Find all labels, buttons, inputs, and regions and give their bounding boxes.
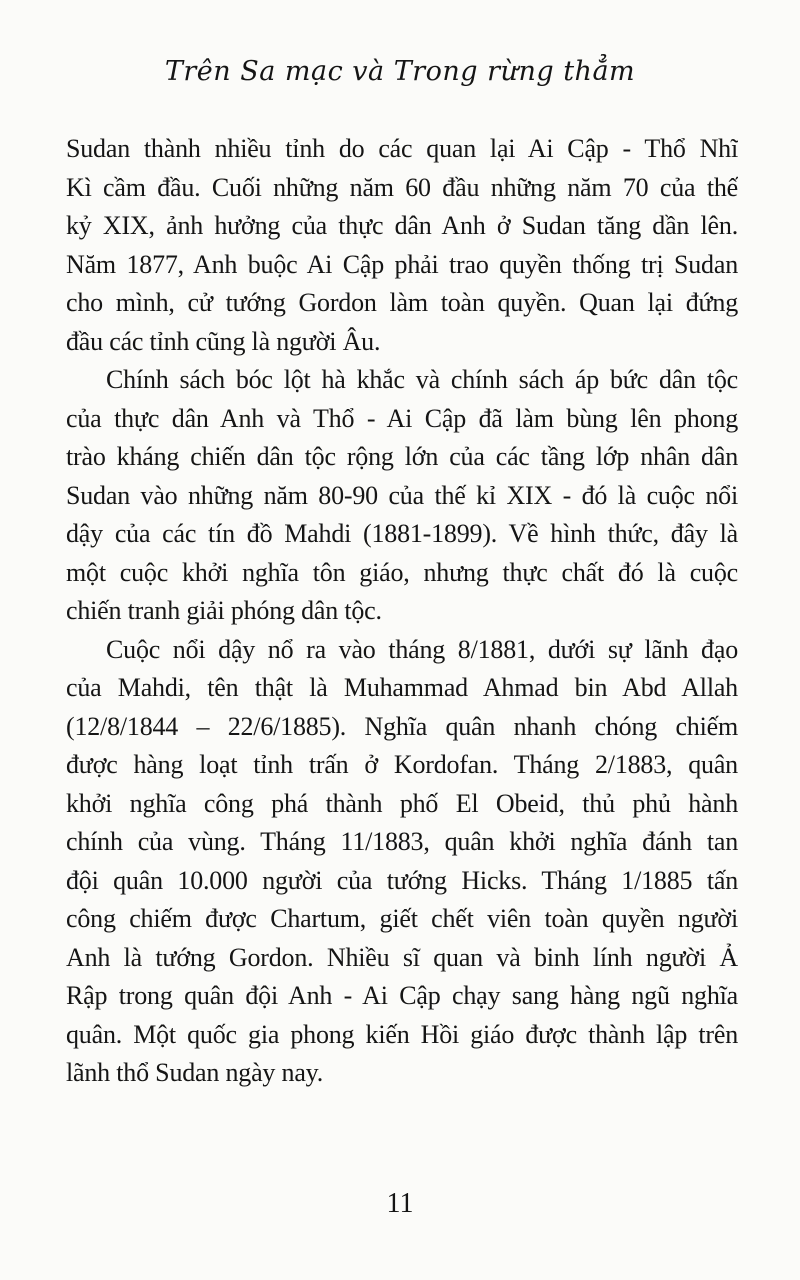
- text-line: Cuộc nổi dậy nổ ra vào tháng 8/1881, dưới sự lãnh đạo: [106, 634, 738, 664]
- text-line: trào kháng chiến dân tộc rộng lớn của các tầng lớp nhân dân: [66, 442, 738, 471]
- body-text: [66, 130, 738, 1093]
- text-line: khởi nghĩa công phá thành phố El Obeid, thủ phủ hành: [66, 788, 738, 818]
- text-line: kỷ XIX, ảnh hưởng của thực dân Anh ở Sudan tăng dần lên.: [66, 211, 738, 240]
- text-line: của Mahdi, tên thật là Muhammad Ahmad bin Abd Allah: [66, 673, 738, 702]
- text-line: (12/8/1844 – 22/6/1885). Nghĩa quân nhanh chóng chiếm: [66, 711, 738, 741]
- text-line: của thực dân Anh và Thổ - Ai Cập đã làm bùng lên phong: [66, 403, 738, 433]
- text-line: Năm 1877, Anh buộc Ai Cập phải trao quyền thống trị Sudan: [66, 249, 738, 279]
- text-line: cho mình, cử tướng Gordon làm toàn quyền. Quan lại đứng: [66, 288, 738, 317]
- text-line: Chính sách bóc lột hà khắc và chính sách áp bức dân tộc: [106, 365, 738, 394]
- text-line: chính của vùng. Tháng 11/1883, quân khởi nghĩa đánh tan: [66, 827, 738, 856]
- text-line: Anh là tướng Gordon. Nhiều sĩ quan và binh lính người Ả: [66, 942, 738, 972]
- text-line: Rập trong quân đội Anh - Ai Cập chạy sang hàng ngũ nghĩa: [66, 981, 738, 1010]
- text-line: công chiếm được Chartum, giết chết viên toàn quyền người: [66, 904, 738, 933]
- page-number: 11: [386, 1188, 414, 1219]
- text-line: một cuộc khởi nghĩa tôn giáo, nhưng thực chất đó là cuộc: [66, 557, 738, 587]
- text-line: Kì cầm đầu. Cuối những năm 60 đầu những năm 70 của thế: [66, 172, 738, 202]
- text-line: Sudan thành nhiều tỉnh do các quan lại Ai Cập - Thổ Nhĩ: [66, 134, 738, 163]
- running-header: Trên Sa mạc và Trong rừng thẳm: [164, 56, 636, 87]
- text-line: được hàng loạt tỉnh trấn ở Kordofan. Tháng 2/1883, quân: [66, 750, 738, 779]
- text-line: quân. Một quốc gia phong kiến Hồi giáo được thành lập trên: [66, 1019, 738, 1049]
- text-line: đầu các tỉnh cũng là người Âu.: [66, 326, 381, 356]
- text-line: lãnh thổ Sudan ngày nay.: [66, 1058, 324, 1087]
- text-line: dậy của các tín đồ Mahdi (1881-1899). Về hình thức, đây là: [66, 519, 738, 548]
- text-line: đội quân 10.000 người của tướng Hicks. Tháng 1/1885 tấn: [66, 865, 738, 895]
- text-line: chiến tranh giải phóng dân tộc.: [66, 596, 382, 625]
- text-line: Sudan vào những năm 80-90 của thế kỉ XIX - đó là cuộc nổi: [66, 480, 738, 510]
